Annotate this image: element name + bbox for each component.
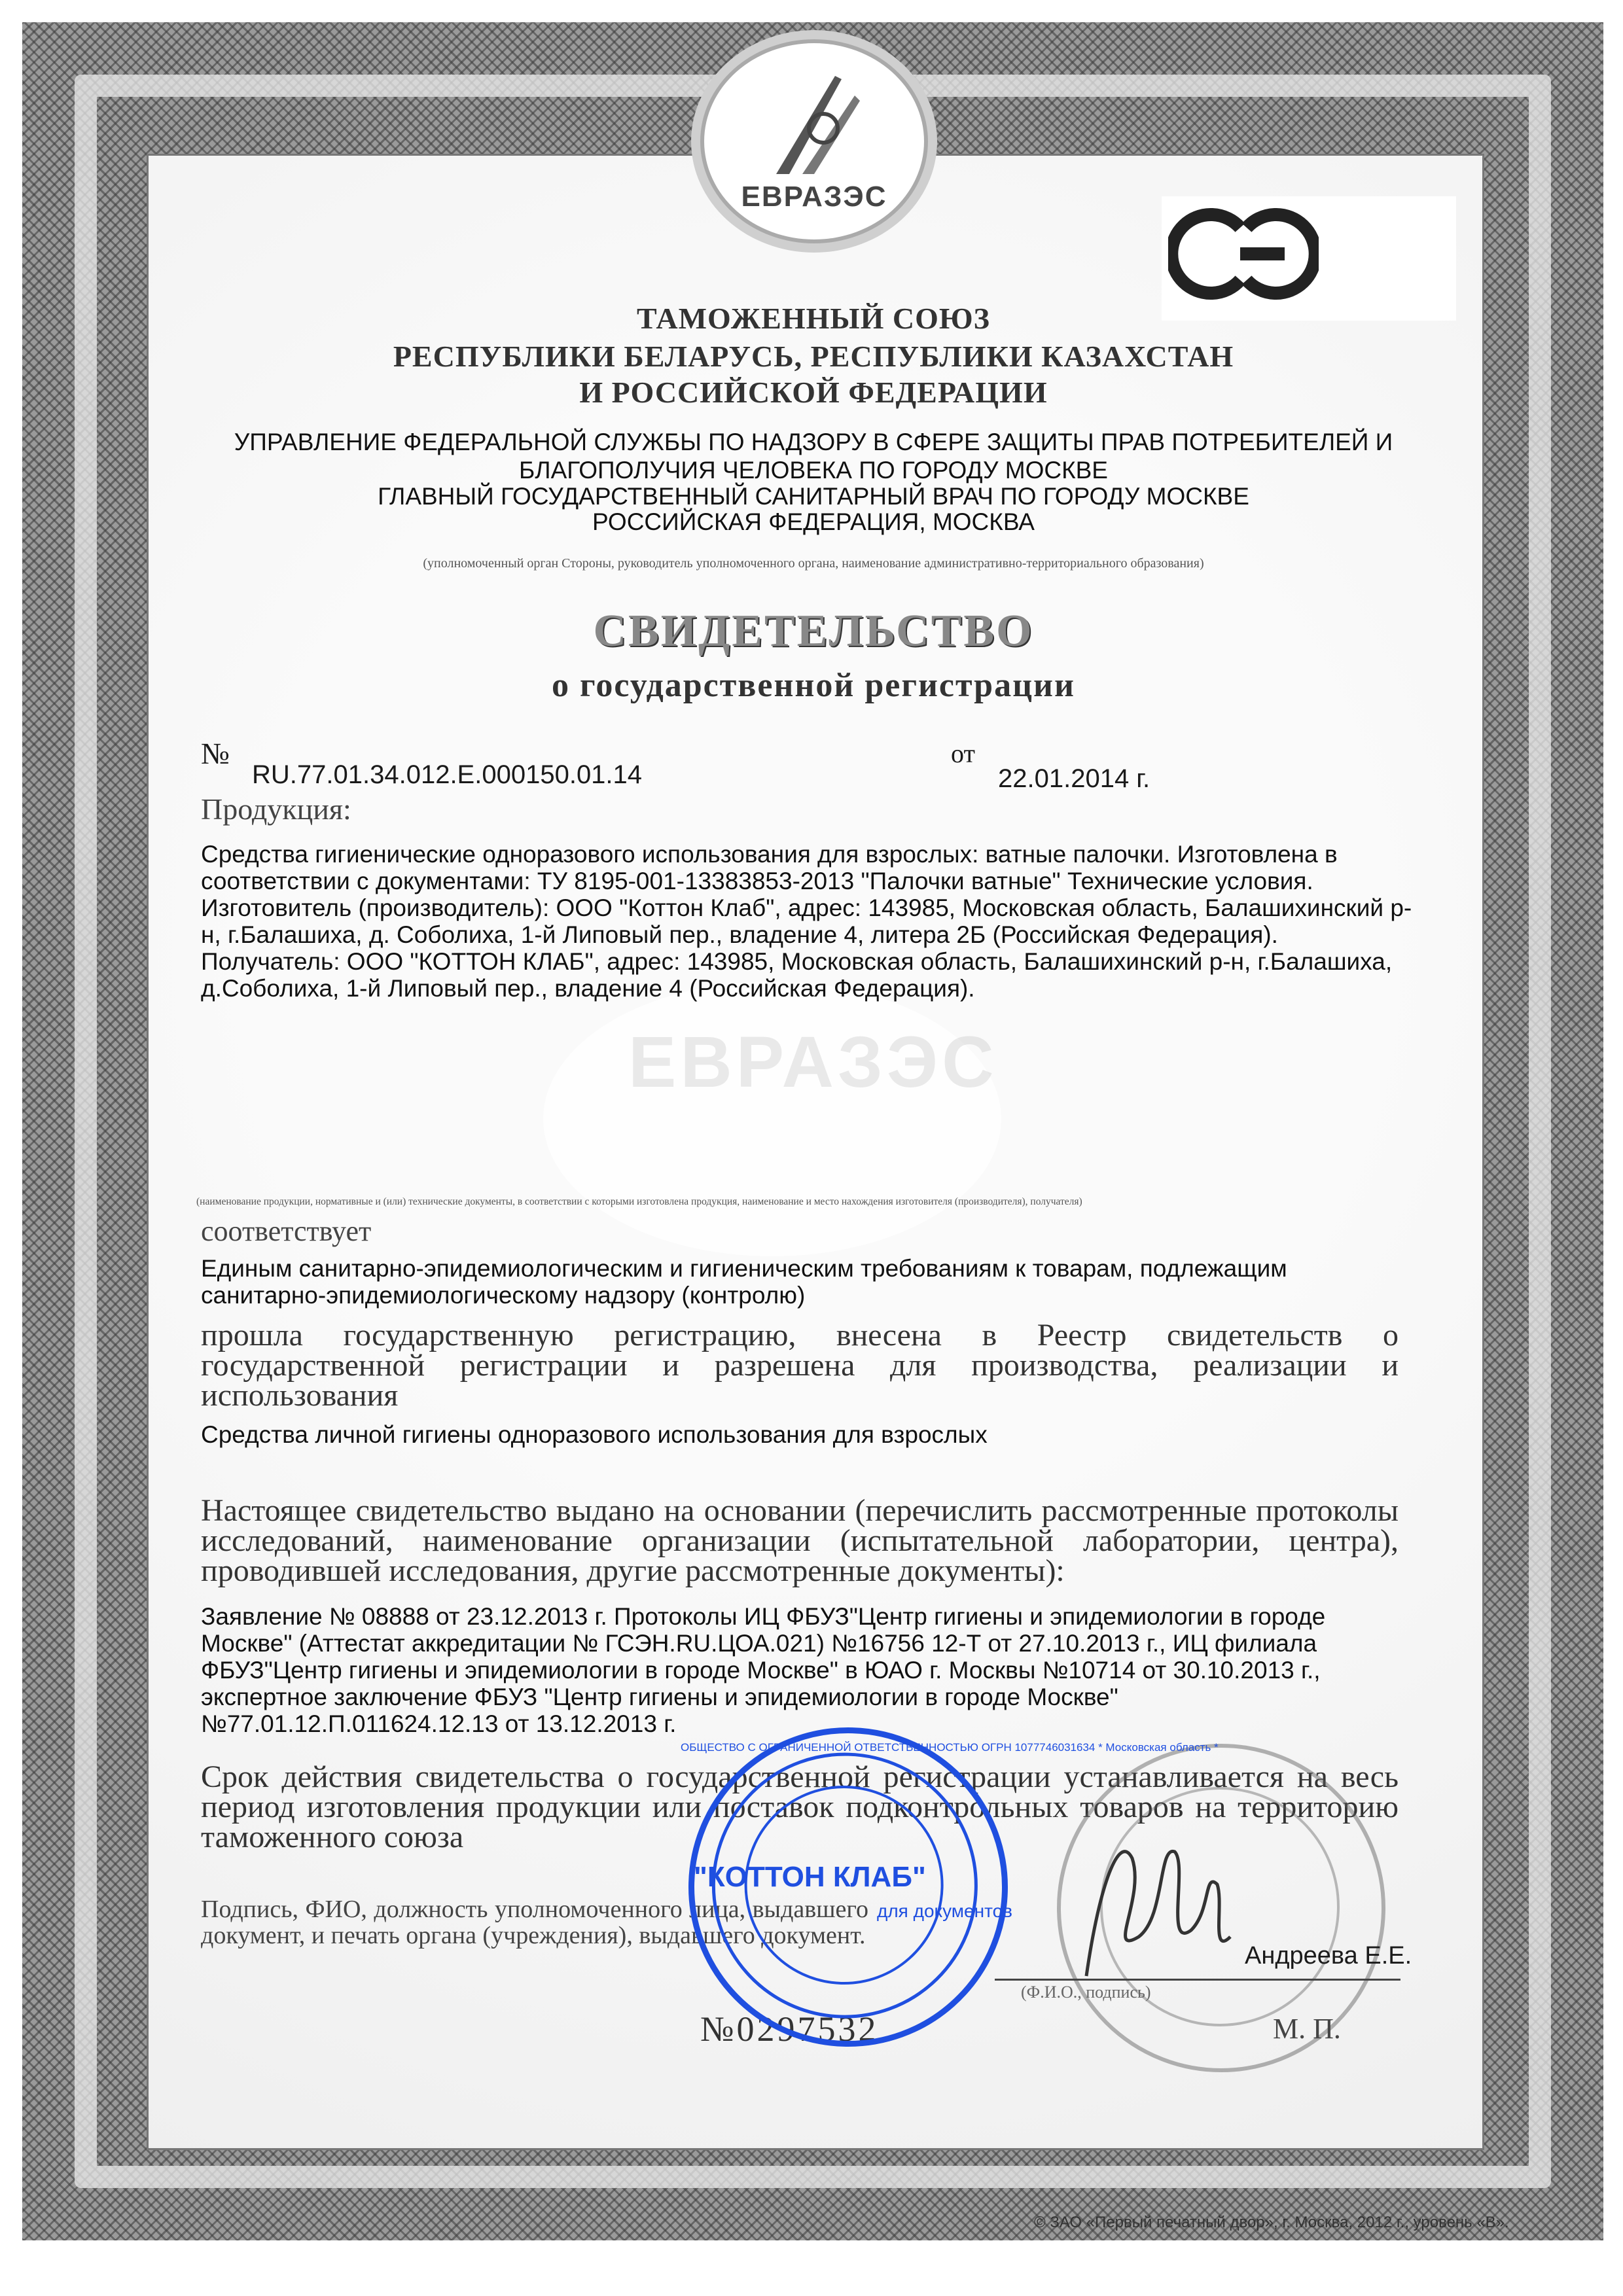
conformity-line: Единым санитарно-эпидемиологическим и гигиеническим требованиям к товарам, подлежащим [201, 1255, 1287, 1282]
product-line: Получатель: ООО "КОТТОН КЛАБ", адрес: 143985, Московская область, Балашихинский р-н, г.Балашиха, [201, 948, 1393, 975]
logo-text: ЕВРАЗЭС [741, 181, 887, 213]
agency-line-4: РОССИЙСКАЯ ФЕДЕРАЦИЯ, МОСКВА [592, 508, 1035, 535]
registration-statement: прошла государственную регистрацию, внесена в Реестр свидетельств о государственной регистрации и разрешена для производства, реализации и использования [201, 1318, 1399, 1413]
signature-scribble [1060, 1806, 1257, 2002]
document-title: СВИДЕТЕЛЬСТВО [593, 606, 1034, 656]
basis-statement: Настоящее свидетельство выдано на основании (перечислить рассмотренные протоколы исследований, наименование организации (испытательной лаборатории, центра), проводившей исследования, другие рассмотренные документы): [201, 1493, 1399, 1588]
conformity-requirements [201, 1255, 1287, 1309]
stamp-subtext: для документов [877, 1901, 1013, 1921]
number-label: № [201, 737, 230, 770]
signature-line [995, 1979, 1400, 1981]
evrazes-logo [700, 39, 928, 243]
watermark-text: ЕВРАЗЭС [628, 1022, 998, 1103]
conformity-mark-icon [1168, 208, 1319, 300]
product-line: н, г.Балашиха, д. Соболиха, 1-й Липовый пер., владение 4, литера 2Б (Российская Федерация). [201, 921, 1278, 948]
basis-line: экспертное заключение ФБУЗ "Центр гигиены и эпидемиологии в городе Москве" [201, 1684, 1118, 1710]
registration-date: 22.01.2014 г. [998, 764, 1150, 793]
product-caption: (наименование продукции, нормативные и (или) технические документы, в соответствии с которыми изготовлена продукция, наименование и место нахождения изготовителя (производителя), получателя) [196, 1196, 1082, 1207]
union-line-2: РЕСПУБЛИКИ БЕЛАРУСЬ, РЕСПУБЛИКИ КАЗАХСТАН [393, 340, 1234, 373]
conformity-line: санитарно-эпидемиологическому надзору (контролю) [201, 1282, 806, 1309]
basis-documents [201, 1603, 1325, 1737]
union-line-3: И РОССИЙСКОЙ ФЕДЕРАЦИИ [579, 376, 1048, 409]
agency-caption: (уполномоченный орган Стороны, руководитель уполномоченного органа, наименование административно-территориального образования) [423, 556, 1204, 571]
signatory-name: Андреева Е.Е. [1245, 1942, 1412, 1969]
product-label: Продукция: [201, 792, 351, 826]
document-subtitle: о государственной регистрации [552, 667, 1075, 704]
union-line-1: ТАМОЖЕННЫЙ СОЮЗ [637, 302, 990, 335]
agency-line-1: УПРАВЛЕНИЕ ФЕДЕРАЛЬНОЙ СЛУЖБЫ ПО НАДЗОРУ В СФЕРЕ ЗАЩИТЫ ПРАВ ПОТРЕБИТЕЛЕЙ И [234, 429, 1393, 455]
basis-line: №77.01.12.П.011624.12.13 от 13.12.2013 г. [201, 1710, 677, 1737]
blank-serial-number: №0297532 [700, 2009, 879, 2049]
agency-line-3: ГЛАВНЫЙ ГОСУДАРСТВЕННЫЙ САНИТАРНЫЙ ВРАЧ ПО ГОРОДУ МОСКВЕ [378, 483, 1249, 510]
product-line: Средства гигиенические одноразового использования для взрослых: ватные палочки. Изготовлена в [201, 841, 1338, 868]
evrazes-emblem-icon [763, 63, 868, 181]
product-line: соответствии с документами: ТУ 8195-001-13383853-2013 "Палочки ватные" Технические условия. [201, 868, 1313, 894]
basis-line: Заявление № 08888 от 23.12.2013 г. Протоколы ИЦ ФБУЗ"Центр гигиены и эпидемиологии в городе [201, 1603, 1326, 1630]
date-label: от [951, 739, 975, 768]
stamp-company-name: "КОТТОН КЛАБ" [694, 1861, 926, 1893]
conformity-label: соответствует [201, 1215, 372, 1247]
printer-credit: © ЗАО «Первый печатный двор», г. Москва, 2012 г., уровень «В». [1034, 2214, 1509, 2231]
basis-line: Москве" (Аттестат аккредитации № ГСЭН.RU.ЦОА.021) №16756 12-Т от 27.10.2013 г., ИЦ филиала [201, 1630, 1317, 1657]
agency-line-2: БЛАГОПОЛУЧИЯ ЧЕЛОВЕКА ПО ГОРОДУ МОСКВЕ [519, 457, 1108, 484]
product-description [201, 841, 1412, 1002]
stamp-ring-text: ОБЩЕСТВО С ОГРАНИЧЕННОЙ ОТВЕТСТВЕННОСТЬЮ ОГРН 1077746031634 * Московская область * [681, 1741, 1219, 1754]
product-line: Изготовитель (производитель): ООО "Коттон Клаб", адрес: 143985, Московская область, Балашихинский р- [201, 894, 1412, 921]
product-line: д.Соболиха, 1-й Липовый пер., владение 4 (Российская Федерация). [201, 975, 975, 1002]
signature-line-caption: (Ф.И.О., подпись) [1021, 1983, 1151, 2002]
usage-scope: Средства личной гигиены одноразового использования для взрослых [201, 1421, 988, 1448]
validity-statement: Срок действия свидетельства о государственной регистрации устанавливается на весь период изготовления продукции или поставок подконтрольных товаров на территорию таможенного союза [201, 1759, 1399, 1854]
mp-label: М. П. [1273, 2013, 1341, 2045]
basis-line: ФБУЗ"Центр гигиены и эпидемиологии в городе Москве" в ЮАО г. Москвы №10714 от 30.10.2013 г., [201, 1657, 1321, 1684]
registration-number: RU.77.01.34.012.Е.000150.01.14 [252, 760, 643, 789]
signature-caption: Подпись, ФИО, должность уполномоченного лица, выдавшего документ, и печать органа (учреждения), выдавшего документ. [201, 1896, 868, 1949]
